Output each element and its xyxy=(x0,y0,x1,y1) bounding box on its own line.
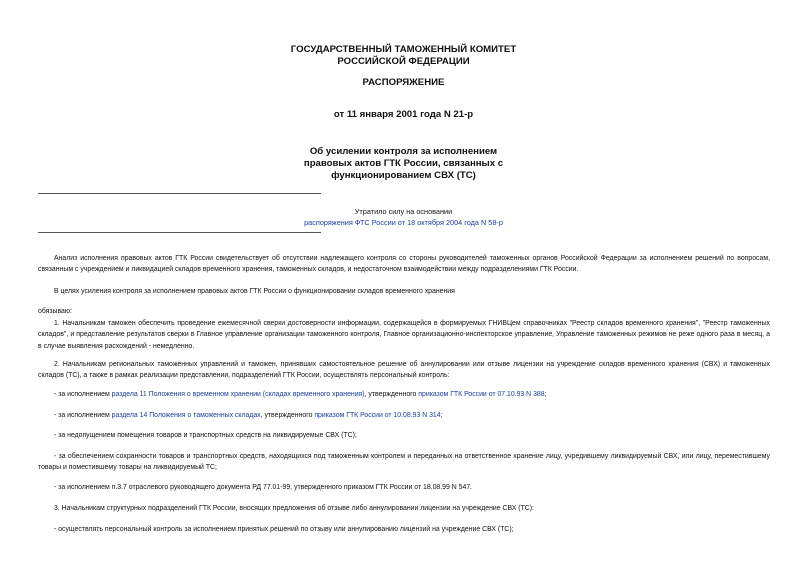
org-name-line1: ГОСУДАРСТВЕННЫЙ ТАМОЖЕННЫЙ КОМИТЕТ xyxy=(290,44,517,55)
link-order-388[interactable]: приказом ГТК России от 07.10.93 N 388 xyxy=(418,391,545,398)
document-type: РАСПОРЯЖЕНИЕ xyxy=(362,77,445,88)
paragraph-item-1: 1. Начальникам таможен обеспечить проведение ежемесячной сверки достоверности информации, содержащейся в формируемых ГНИВЦем справочниках "Реестр складов временного хранения", "Реестр таможенных складов", и представление результатов сверки в Главное управление организации таможенного контроля, Главное организационно-инспекторское управление, Управление таможенных режимов не реже одного раза в месяц, а в случае выявления расхождений - немедленно. xyxy=(38,320,770,350)
paragraph-obligate: обязываю: xyxy=(38,308,72,315)
bullet-no-placement: - за недопущением помещения товаров и транспортных средств на ликвидируемые СВХ (ТС); xyxy=(54,432,357,439)
document-date-number: от 11 января 2001 года N 21-р xyxy=(333,109,474,120)
paragraph-item-2: 2. Начальникам региональных таможенных управлений и таможен, принявших самостоятельное решение об аннулировании или отзыве лицензии на учреждение складов временного хранения (СВХ) и таможенных складов (ТС), а также в рамках реализации представлении, подразделений ГТК России, осуществлять персональный контроль: xyxy=(38,361,770,380)
bullet-personal-control: - осуществлять персональный контроль за исполнением принятых решений по отзыву или аннулированию лицензий на учреждение СВХ (ТС); xyxy=(54,526,514,533)
paragraph-purpose: В целях усиления контроля за исполнением правовых актов ГТК России о функционировании складов временного хранения xyxy=(54,288,455,295)
bullet-section-14: - за исполнением раздела 14 Положения о таможенных складах, утвержденного приказом ГТК России от 10.08.93 N 314; xyxy=(54,412,443,419)
bullet-rd-77-01-99: - за исполнением п.3.7 отраслевого руководящего документа РД 77.01-99, утвержденного приказом ГТК России от 18.08.99 N 547. xyxy=(54,484,473,491)
org-name-line2: РОССИЙСКОЙ ФЕДЕРАЦИИ xyxy=(337,56,470,67)
document-title-line2: правовых актов ГТК России, связанных с xyxy=(303,158,504,169)
bullet-section-11: - за исполнением раздела 11 Положения о временном хранении (складах временного хранения), утвержденного приказом ГТК России от 07.10.93 N 388; xyxy=(54,391,547,398)
bullet-safekeeping: - за обеспечением сохранности товаров и транспортных средств, находящихся под таможенным контролем и переданных на ответственное хранение лицу, учредившему ликвидируемый СВХ, или лицу, переместившему товары и поместившему товары на ликвидируемый ТС; xyxy=(38,453,770,472)
divider-top xyxy=(38,193,321,194)
status-note-text: Утратило силу на основании xyxy=(354,207,453,216)
link-section-11-temporary-storage[interactable]: раздела 11 Положения о временном хранении (складах временного хранения) xyxy=(111,391,365,398)
paragraph-item-3: 3. Начальникам структурных подразделений ГТК России, вносящих предложения об отзыве либо аннулировании лицензии на учреждение СВХ (ТС): xyxy=(54,505,534,512)
link-order-314[interactable]: приказом ГТК России от 10.08.93 N 314 xyxy=(314,412,441,419)
divider-bottom xyxy=(38,232,321,233)
document-title-line3: функционированием СВХ (ТС) xyxy=(331,170,476,181)
status-note-link[interactable]: распоряжения ФТС России от 18 октября 2004 года N 58-р xyxy=(304,218,503,227)
link-section-14-customs-warehouses[interactable]: раздела 14 Положения о таможенных складах xyxy=(111,412,261,419)
paragraph-analysis: Анализ исполнения правовых актов ГТК России свидетельствует об отсутствии надлежащего контроля со стороны руководителей таможенных органов Российской Федерации за исполнением решений по вопросам, связанным с учреждением и ликвидацией складов временного хранения, таможенных складов, и недостаточном взаимодействии между подразделениями ГТК России. xyxy=(38,255,770,274)
document-title-line1: Об усилении контроля за исполнением xyxy=(309,146,498,157)
